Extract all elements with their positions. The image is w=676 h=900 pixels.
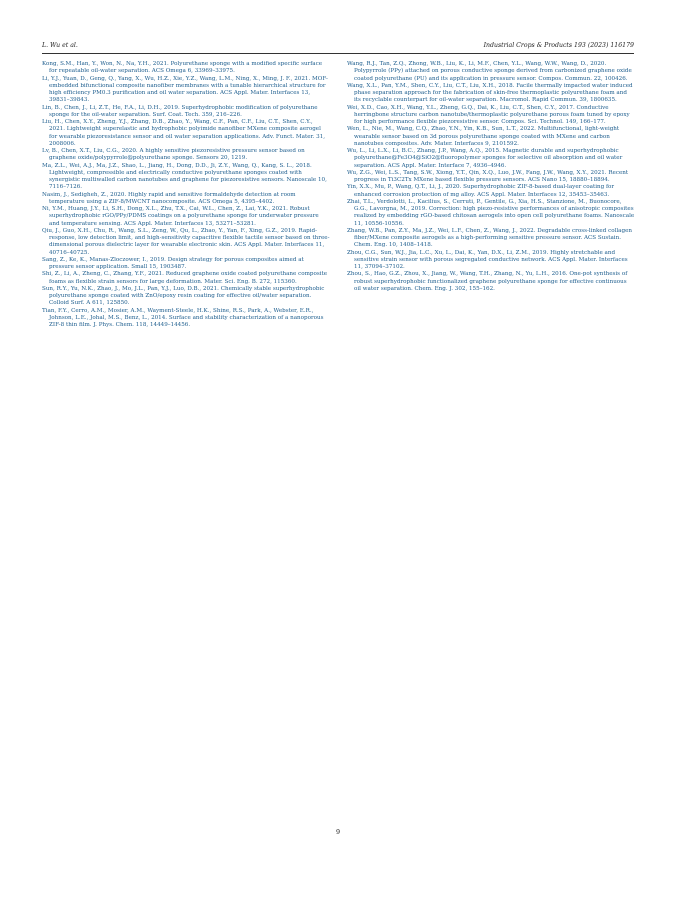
reference-entry[interactable]: Wei, X.D., Cao, X.H., Wang, Y.L., Zheng, G.Q., Dai, K., Liu, C.T., Shen, C.Y., 2017. Conductive herringbone structure carbon nanotube/thermoplastic polyurethane porous foam tuned by epoxy for high performance flexible piezoresistive sensor. Compos. Sci. Technol. 149, 166–177.	[347, 104, 630, 125]
reference-entry[interactable]: Tian, F.Y., Cerro, A.M., Mosier, A.M., Wayment-Steele, H.K., Shine, R.S., Park, A., Webster, E.R., Johnson, L.E., Johal, M.S., Benz, L., 2014. Surface and stability characterization of a nanoporous ZIF-8 thin film. J. Phys. Chem. 118, 14449–14456.	[42, 307, 324, 328]
page-number: 9	[335, 828, 341, 836]
reference-entry[interactable]: Wu, Z.G., Wei, L.S., Tang, S.W., Xiong, Y.T., Qin, X.Q., Luo, J.W., Fang, J.W., Wang, X.Y., 2021. Recent progress in Ti3C2Tx MXene based flexible pressure sensors. ACS Nano 15, 18880–18894.	[347, 169, 629, 183]
reference-entry[interactable]: Zhang, W.B., Pan, Z.Y., Ma, J.Z., Wei, L.F., Chen, Z., Wang, J., 2022. Degradable cross-linked collagen fiber/MXene composite aerogels as a high-performing sensitive pressure sensor. ACS Sustain. Chem. Eng. 10, 1408–1418.	[347, 227, 633, 249]
reference-entry[interactable]: Zhou, C.G., Sun, W.J., Jia, L.C., Xu, L., Dai, K., Yan, D.X., Li, Z.M., 2019. Highly stretchable and sensitive strain sensor with porous segregated conductive network. ACS Appl. Mater. Interfaces 11, 37094–37102.	[347, 249, 628, 270]
journal-header: Industrial Crops & Products 193 (2023) 116179	[483, 42, 634, 49]
reference-entry[interactable]: Zhai, T.L., Verdolotti, L., Kacilius, S., Cerruti, P., Gentile, G., Xia, H.S., Stanzione, M., Buonocore, G.G., Lavorgna, M., 2019. Correction: high piezo-resistive performances of anisotropic composites realized by embedding rGO-based chitosan aerogels into open cell polyurethane foams. Nanoscale 11, 10556-10556.	[347, 198, 635, 227]
reference-entry[interactable]: Shi, Z., Li, A., Zheng, C., Zhang, Y.F., 2021. Reduced graphene oxide coated polyurethane composite foams as flexible strain sensors for large deformation. Mater. Sci. Eng. B. 272, 115360.	[42, 271, 328, 285]
reference-entry[interactable]: Ma, Z.L., Wei, A.J., Ma, J.Z., Shao, L., Jiang, H., Dong, D.D., Ji, Z.Y., Wang, Q., Kang, S. L., 2018. Lightweight, compressible and electrically conductive polyurethane sponges coated with synergistic multiwalled carbon nanotubes and graphene for piezoresistive sensors. Nanoscale 10, 7116–7126.	[42, 162, 327, 191]
reference-entry[interactable]: Li, Y.J., Yuan, D., Geng, Q., Yang, X., Wu, H.Z., Xie, Y.Z., Wang, L.M., Ning, X., Ming, J. F., 2021. MOF-embedded bifunctional composite nanofiber membranes with a tunable hierarchical structure for high efficiency PM0.3 purification and oil water separation. ACS Appl. Mater. Interfaces 13, 39831–39843.	[42, 75, 328, 104]
reference-entry[interactable]: Wen, L., Nie, M., Wang, C.Q., Zhao, Y.N., Yin, K.B., Sun, L.T., 2022. Multifunctional, light-weight wearable sensor based on 3d porous polyurethane sponge coated with MXene and carbon nanotubes composites. Adv. Mater. Interfaces 9, 2101592.	[347, 126, 620, 147]
header-rule	[42, 53, 634, 54]
reference-entry[interactable]: Wu, L., Li, L.X., Li, B.C., Zhang, J.P., Wang, A.Q., 2015. Magnetic durable and superhydrophobic polyurethane@Fe3O4@SiO2@fluoropolymer sponges for selective oil absorption and oil water separation. ACS Appl. Mater. Interface 7, 4936–4946.	[347, 148, 623, 169]
reference-entry[interactable]: Zhou, S., Hao, G.Z., Zhou, X., Jiang, W., Wang, T.H., Zhang, N., Yu, L.H., 2016. One-pot synthesis of robust superhydrophobic functionalized graphene polyurethane sponge for effective continuous oil water separation. Chem. Eng. J. 302, 155–162.	[347, 271, 628, 292]
reference-entry[interactable]: Ni, Y.M., Huang, J.Y., Li, S.H., Dong, X.L., Zhu, T.X., Cai, W.L., Chen, Z., Lai, Y.K., 2021. Robust superhydrophobic rGO/PPy/PDMS coatings on a polyurethane sponge for underwater pressure and temperature sensing. ACS Appl. Mater. Interfaces 13, 53271–53281.	[42, 206, 319, 227]
author-header: L. Wu et al.	[42, 42, 78, 49]
references-left-column	[42, 61, 330, 329]
reference-entry[interactable]: Lv, B., Chen, X.T., Liu, C.G., 2020. A highly sensitive piezoresistive pressure sensor based on graphene oxide/polypyrrole@polyurethane sponge. Sensors 20, 1219.	[42, 148, 305, 162]
reference-entry[interactable]: Wang, X.L., Pan, Y.M., Shen, C.Y., Liu, C.T., Liu, X.H., 2018. Facile thermally impacted water induced phase separation approach for the fabrication of skin-free thermoplastic polyurethane foam and its recyclable counterpart for oil-water separation. Macromol. Rapid Commun. 39, 1800635.	[347, 82, 633, 104]
reference-entry[interactable]: Nasim, J., Sedigheh, Z., 2020. Highly rapid and sensitive formaldehyde detection at room temperature using a ZIF-8/MWCNT nanocomposite. ACS Omega 5, 4395–4402.	[42, 191, 296, 205]
reference-entry[interactable]: Liu, H., Chen, X.Y., Zheng, Y.J., Zhang, D.B., Zhao, Y., Wang, C.F., Pan, C.F., Liu, C.T., Shen, C.Y., 2021. Lightweight superelastic and hydrophobic polyimide nanofiber MXene composite aerogel for wearable piezoresistance sensor and oil water separation applications. Adv. Funct. Mater. 31, 2008006.	[42, 119, 326, 147]
reference-entry[interactable]: Qiu, J., Guo, X.H., Chu, R., Wang, S.L., Zeng, W., Qu, L., Zhao, Y., Yan, F., Xing, G.Z., 2019. Rapid-response, low detection limit, and high-sensitivity capacitive flexible tactile sensor based on three-dimensional porous dielectric layer for wearable electronic skin. ACS Appl. Mater. Interfaces 11, 40716–40725.	[42, 227, 330, 256]
reference-entry[interactable]: Kong, S.M., Han, Y., Won, N., Na, Y.H., 2021. Polyurethane sponge with a modified specific surface for repeatable oil-water separation. ACS Omega 6, 33969–33975.	[42, 61, 323, 75]
reference-entry[interactable]: Sang, Z., Ke, K., Manas-Zloczower, I., 2019. Design strategy for porous composites aimed at pressure sensor application. Small 15, 1903487.	[42, 256, 304, 270]
reference-entry[interactable]: Sun, R.Y., Yu, N.K., Zhao, J., Mo, J.L., Pan, Y.J., Luo, D.B., 2021. Chemically stable superhydrophobic polyurethane sponge coated with ZnO/epoxy resin coating for effective oil/water separation. Colloid Surf. A 611, 125850.	[42, 285, 325, 307]
references-right-column	[347, 61, 635, 293]
reference-entry[interactable]: Lin, B., Chen, J., Li, Z.T., He, F.A., Li, D.H., 2019. Superhydrophobic modification of polyurethane sponge for the oil-water separation. Surf. Coat. Tech. 359, 216–226.	[42, 104, 318, 118]
reference-entry[interactable]: Wang, R.J., Tan, Z.Q., Zhong, W.B., Liu, K., Li, M.F., Chen, Y.L., Wang, W.W., Wang, D., 2020. Polypyrrole (PPy) attached on porous conductive sponge derived from carbonized graphene oxide coated polyurethane (PU) and its application in pressure sensor. Compos. Commun. 22, 100426.	[347, 61, 632, 82]
reference-entry[interactable]: Yin, X.X., Mu, P., Wang, Q.T., Li, J., 2020. Superhydrophobic ZIF-8-based dual-layer coating for enhanced corrosion protection of mg alloy. ACS Appl. Mater. Interfaces 12, 35453–35463.	[347, 184, 615, 198]
